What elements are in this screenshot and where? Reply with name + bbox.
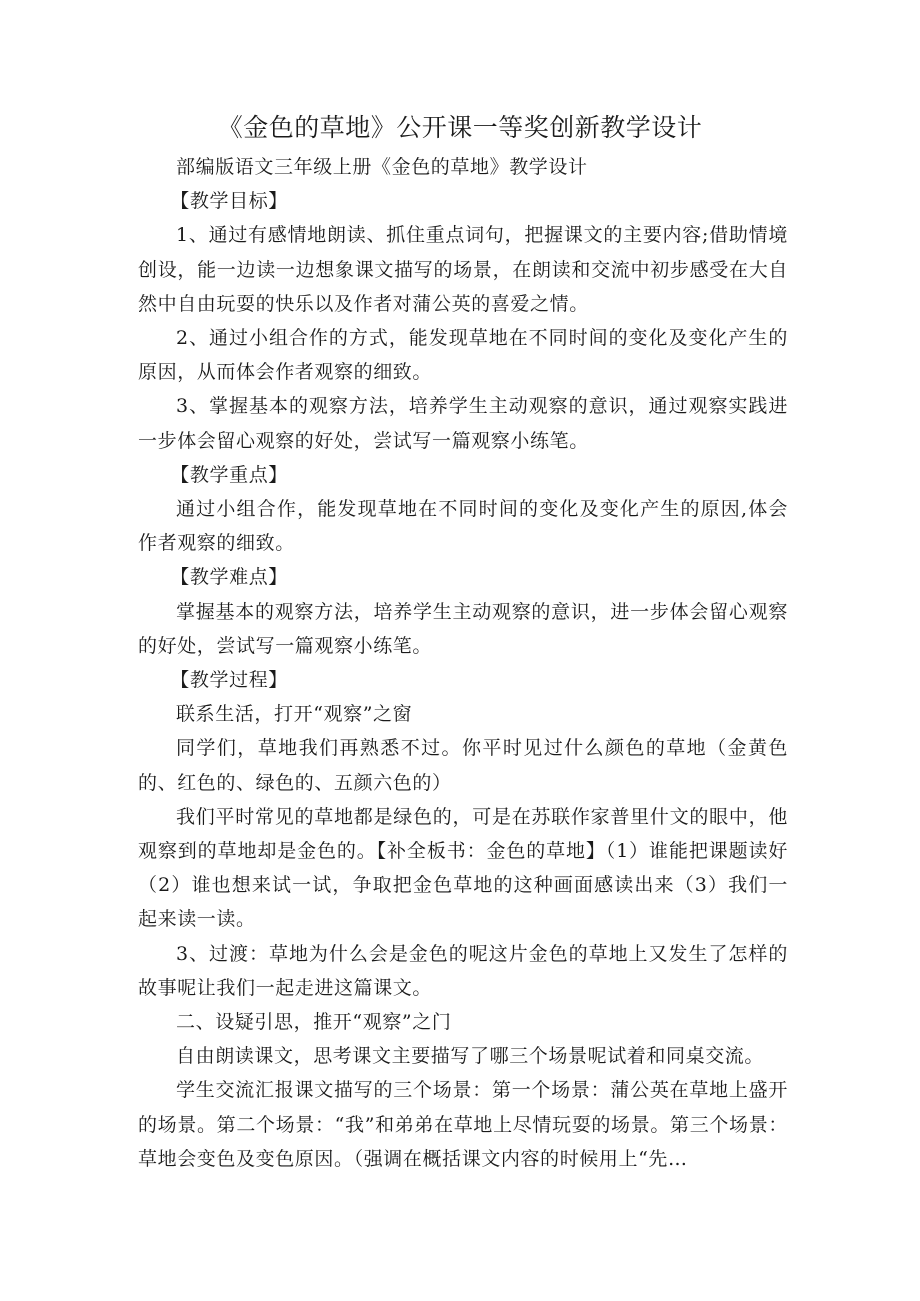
section-heading-objectives: 【教学目标】: [170, 190, 288, 213]
difficulties-paragraph: 掌握基本的观察方法，培养学生主动观察的意识，进一步体会留心观察的好处，尝试写一篇观察小练笔。: [138, 600, 788, 657]
process-step-2-heading: 二、设疑引思，推开“观察”之门: [176, 1011, 452, 1034]
process-paragraph-2: 我们平时常见的草地都是绿色的，可是在苏联作家普里什文的眼中，他观察到的草地却是金色的。【补全板书：金色的草地】（1）谁能把课题读好（2）谁也想来试一试，争取把金色草地的这种画面感读出来（3）我们一起来读一读。: [138, 805, 788, 931]
objective-2-paragraph: 2、通过小组合作的方式，能发现草地在不同时间的变化及变化产生的原因，从而体会作者观察的细致。: [138, 327, 788, 384]
section-heading-process: 【教学过程】: [170, 669, 288, 692]
process-paragraph-3: 3、过渡：草地为什么会是金色的呢这片金色的草地上又发生了怎样的故事呢让我们一起走进这篇课文。: [138, 942, 788, 999]
key-points-paragraph: 通过小组合作，能发现草地在不同时间的变化及变化产生的原因,体会作者观察的细致。: [138, 498, 788, 555]
process-step-1-heading: 联系生活，打开“观察”之窗: [176, 703, 413, 726]
document-body: [138, 150, 788, 1176]
section-heading-key-points: 【教学重点】: [170, 463, 288, 486]
subtitle-paragraph: 部编版语文三年级上册《金色的草地》教学设计: [176, 156, 588, 178]
section-heading-difficulties: 【教学难点】: [170, 566, 288, 589]
process-paragraph-1: 同学们，草地我们再熟悉不过。你平时见过什么颜色的草地（金黄色的、红色的、绿色的、五颜六色的）: [138, 737, 788, 794]
process-paragraph-5: 学生交流汇报课文描写的三个场景：第一个场景：蒲公英在草地上盛开的场景。第二个场景：“我”和弟弟在草地上尽情玩耍的场景。第三个场景：草地会变色及变色原因。（强调在概括课文内容的时候用上“先…: [138, 1079, 788, 1170]
document-title: 《金色的草地》公开课一等奖创新教学设计: [217, 113, 703, 142]
objective-1-paragraph: 1、通过有感情地朗读、抓住重点词句，把握课文的主要内容;借助情境创设，能一边读一边想象课文描写的场景，在朗读和交流中初步感受在大自然中自由玩耍的快乐以及作者对蒲公英的喜爱之情。: [138, 224, 788, 315]
objective-3-paragraph: 3、掌握基本的观察方法，培养学生主动观察的意识，通过观察实践进一步体会留心观察的好处，尝试写一篇观察小练笔。: [138, 395, 788, 452]
process-paragraph-4: 自由朗读课文，思考课文主要描写了哪三个场景呢试着和同桌交流。: [176, 1045, 765, 1068]
